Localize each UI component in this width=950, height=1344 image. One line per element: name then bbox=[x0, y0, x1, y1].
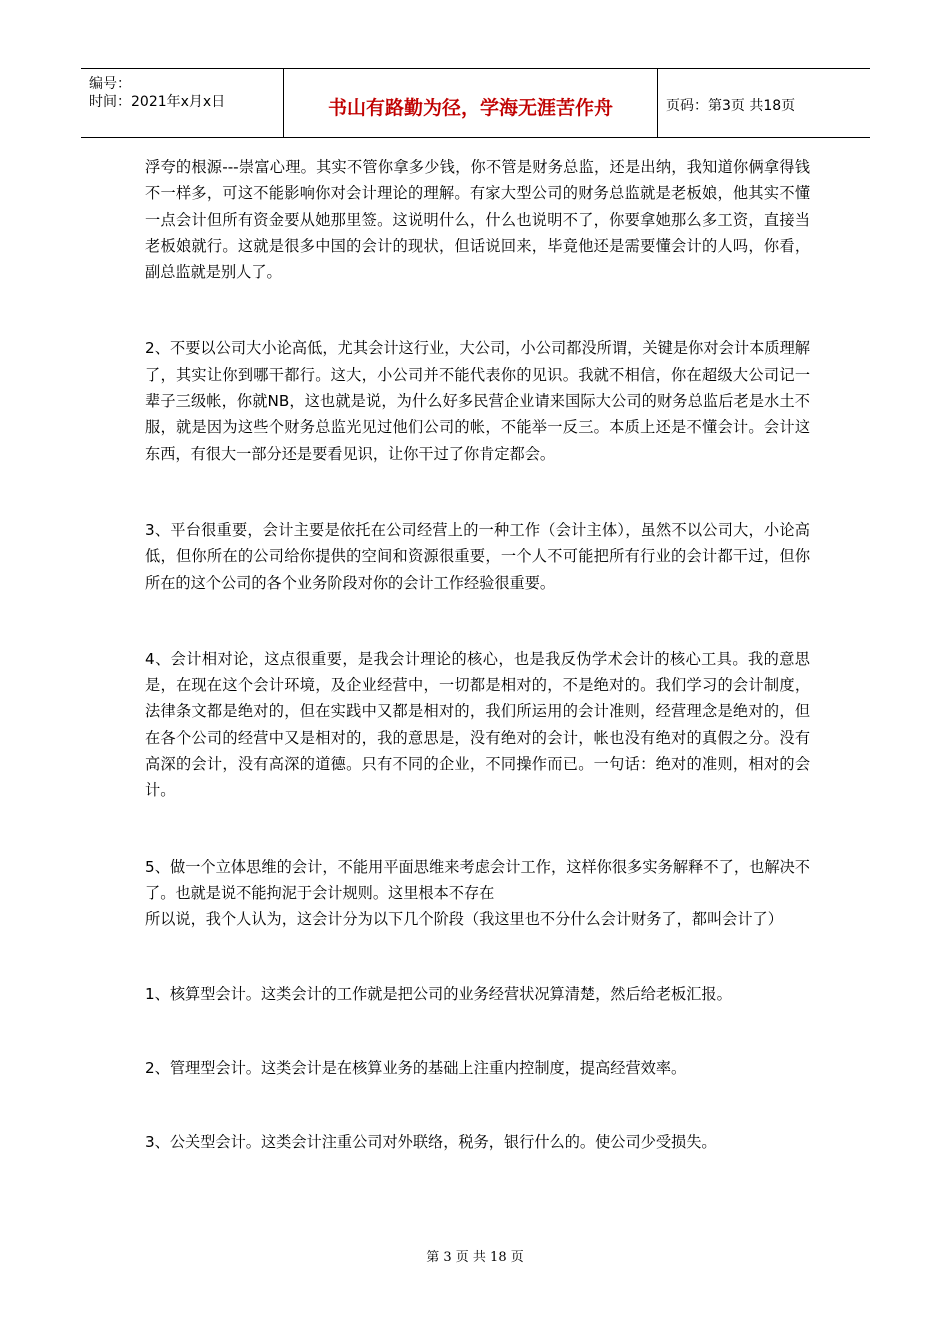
paragraph-point-4: 4、会计相对论，这点很重要，是我会计理论的核心，也是我反伪学术会计的核心工具。我的意思是，在现在这个会计环境，及企业经营中，一切都是相对的，不是绝对的。我们学习的会计制度，法律条文都是绝对的，但在实践中又都是相对的，我们所运用的会计准则，经营理念是绝对的，但在各个公司的经营中又是相对的，我的意思是，没有绝对的会计，帐也没有绝对的真假之分。没有高深的会计，没有高深的道德。只有不同的企业，不同操作而已。一句话：绝对的准则，相对的会计。 bbox=[145, 649, 810, 800]
paragraph-stage-3: 3、公关型会计。这类会计注重公司对外联络，税务，银行什么的。使公司少受损失。 bbox=[145, 1133, 717, 1152]
document-time-label: 时间：2021年x月x日 bbox=[89, 94, 226, 110]
paragraph-stage-2: 2、管理型会计。这类会计是在核算业务的基础上注重内控制度，提高经营效率。 bbox=[145, 1058, 687, 1077]
paragraph-point-2: 2、不要以公司大小论高低，尤其会计这行业，大公司，小公司都没所谓，关键是你对会计本质理解了，其实让你到哪干都行。这大，小公司并不能代表你的见识。我就不相信，你在超级大公司记一辈子三级帐，你就NB，这也就是说，为什么好多民营企业请来国际大公司的财务总监后老是水土不服，就是因为这些个财务总监光见过他们公司的帐，不能举一反三。本质上还是不懂会计。会计这东西，有很大一部分还是要看见识，让你干过了你肯定都会。 bbox=[145, 339, 810, 463]
document-number-label: 编号： bbox=[89, 76, 131, 92]
page-header bbox=[81, 68, 870, 138]
paragraph-point-3: 3、平台很重要，会计主要是依托在公司经营上的一种工作（会计主体），虽然不以公司大，小论高低，但你所在的公司给你提供的空间和资源很重要，一个人不可能把所有行业的会计都干过，但你所在的这个公司的各个业务阶段对你的会计工作经验很重要。 bbox=[145, 520, 810, 592]
paragraph-stages-intro: 所以说，我个人认为，这会计分为以下几个阶段（我这里也不分什么会计财务了，都叫会计了） bbox=[145, 910, 783, 929]
header-motto: 书山有路勤为径，学海无涯苦作舟 bbox=[327, 97, 613, 119]
header-motto-cell bbox=[284, 69, 658, 137]
header-page-info: 页码：第3页 共18页 bbox=[666, 98, 796, 114]
paragraph-stage-1: 1、核算型会计。这类会计的工作就是把公司的业务经营状况算清楚，然后给老板汇报。 bbox=[145, 984, 732, 1003]
page-footer: 第 3 页 共 18 页 bbox=[426, 1250, 524, 1265]
header-page-cell bbox=[658, 69, 870, 137]
paragraph-intro: 浮夸的根源---崇富心理。其实不管你拿多少钱，你不管是财务总监，还是出纳，我知道你俩拿得钱不一样多，可这不能影响你对会计理论的理解。有家大型公司的财务总监就是老板娘，他其实不懂一点会计但所有资金要从她那里签。这说明什么，什么也说明不了，你要拿她那么多工资，直接当老板娘就行。这就是很多中国的会计的现状，但话说回来，毕竟他还是需要懂会计的人吗，你看，副总监就是别人了。 bbox=[145, 158, 810, 282]
paragraph-point-5: 5、做一个立体思维的会计，不能用平面思维来考虑会计工作，这样你很多实务解释不了，也解决不了。也就是说不能拘泥于会计规则。这里根本不存在 bbox=[145, 857, 810, 902]
document-body bbox=[145, 154, 810, 1155]
header-left-cell bbox=[81, 69, 284, 137]
